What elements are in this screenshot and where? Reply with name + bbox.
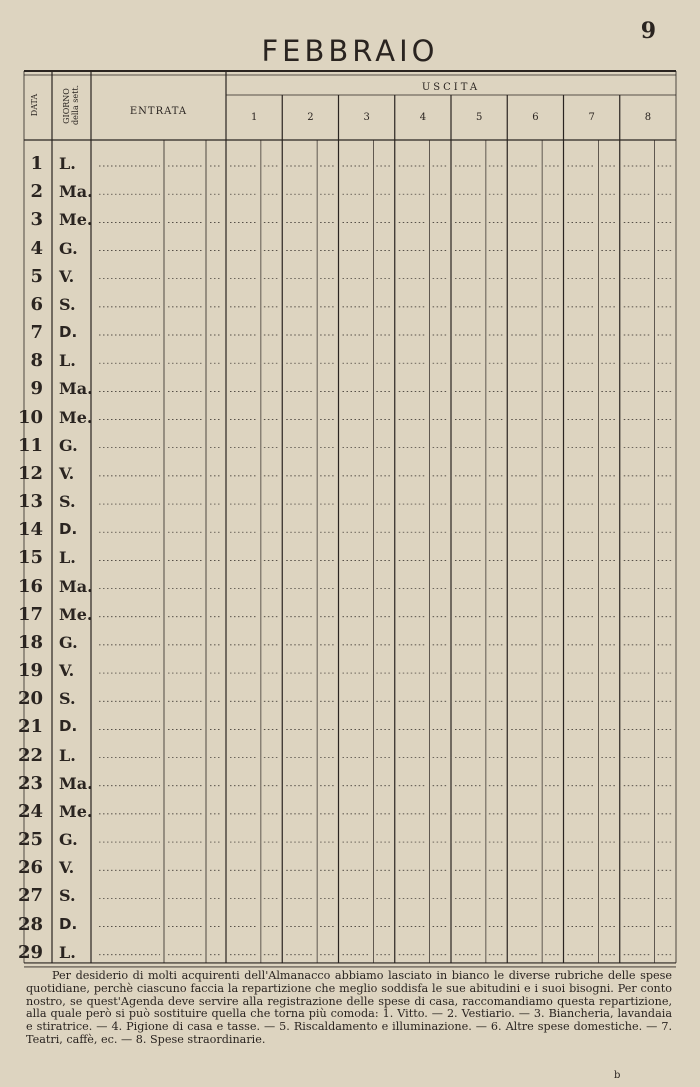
header-data: DATA (30, 93, 39, 117)
row-weekday: D. (59, 323, 78, 342)
row-date: 22 (18, 744, 44, 766)
uscita-column-header: 5 (475, 112, 483, 123)
row-weekday: G. (59, 632, 78, 652)
row-weekday: D. (59, 717, 78, 736)
row-date: 1 (30, 153, 43, 174)
uscita-column-header: 3 (363, 112, 370, 123)
row-weekday: L. (59, 942, 76, 962)
row-date: 21 (18, 716, 44, 738)
row-date: 6 (30, 293, 43, 315)
uscita-column-header: 4 (419, 112, 427, 123)
header-giorno-line2: della sett. (71, 84, 80, 125)
row-date: 15 (18, 547, 44, 569)
uscita-column-header: 7 (588, 112, 595, 123)
uscita-column-header: 8 (644, 112, 652, 123)
row-date: 2 (30, 181, 43, 203)
row-date: 23 (18, 772, 44, 794)
row-weekday: S. (59, 886, 76, 906)
row-weekday: Me. (59, 604, 93, 624)
row-weekday: L. (59, 548, 76, 568)
row-date: 20 (18, 688, 44, 710)
row-weekday: D. (59, 914, 78, 933)
row-weekday: V. (59, 858, 75, 878)
row-weekday: G. (59, 435, 78, 455)
row-weekday: L. (59, 351, 76, 371)
row-date: 19 (18, 660, 44, 682)
row-weekday: Ma. (59, 182, 93, 202)
row-weekday: V. (59, 661, 75, 681)
row-date: 4 (30, 237, 43, 259)
row-date: 9 (30, 378, 43, 400)
row-weekday: Me. (59, 407, 93, 427)
month-title: FEBBRAIO (261, 34, 439, 68)
signature-mark: b (614, 1070, 621, 1081)
row-weekday: Me. (59, 210, 93, 230)
row-weekday: S. (59, 294, 76, 314)
row-date: 26 (18, 857, 44, 879)
row-date: 13 (18, 491, 44, 513)
uscita-column-header: 6 (532, 112, 539, 123)
page-number: 9 (640, 18, 656, 44)
row-weekday: G. (59, 238, 78, 258)
row-date: 25 (18, 829, 44, 851)
row-date: 17 (18, 603, 44, 625)
row-weekday: L. (59, 745, 76, 765)
row-date: 3 (30, 209, 43, 231)
row-date: 16 (18, 575, 44, 597)
row-date: 12 (18, 462, 44, 484)
uscita-column-header: 2 (307, 112, 314, 123)
row-weekday: Ma. (59, 773, 93, 793)
header-giorno-line1: GIORNO (62, 88, 71, 124)
row-date: 7 (30, 322, 43, 344)
row-date: 5 (30, 265, 43, 287)
row-date: 29 (18, 941, 44, 963)
row-weekday: G. (59, 830, 78, 850)
row-weekday: D. (59, 520, 78, 539)
row-weekday: S. (59, 492, 76, 512)
header-uscita: USCITA (421, 82, 481, 93)
header-giorno (62, 84, 82, 125)
row-date: 10 (18, 406, 44, 428)
row-weekday: V. (59, 266, 75, 286)
row-weekday: Ma. (59, 576, 93, 596)
header-entrata: ENTRATA (129, 106, 188, 117)
row-weekday: Me. (59, 801, 93, 821)
row-weekday: Ma. (59, 379, 93, 399)
explanatory-note: Per desiderio di molti acquirenti dell'Almanacco abbiamo lasciato in bianco le diverse rubriche delle spese quotidiane, perchè ciascuno faccia la repartizione che meglio soddisfa le sue abitudini e i suoi bisogni. Per conto nostro, se quest'Agenda deve servire alla registrazione delle spese di casa, raccomandiamo questa repartizione, alla quale però si può sostituire quella che torna più comoda: 1. Vitto. — 2. Vestiario. — 3. Biancheria, lavandaia e stiratrice. — 4. Pigione di casa e tasse. — 5. Riscaldamento e illuminazione. — 6. Altre spese domestiche. — 7. Teatri, caffè, ec. — 8. Spese straordinarie. (26, 969, 672, 1046)
row-date: 18 (18, 631, 44, 653)
row-weekday: L. (59, 154, 76, 173)
row-weekday: V. (59, 463, 75, 483)
row-date: 14 (18, 519, 44, 541)
row-date: 11 (18, 434, 44, 456)
row-date: 24 (18, 800, 44, 822)
row-date: 28 (18, 913, 44, 935)
row-date: 8 (30, 350, 43, 372)
row-date: 27 (18, 885, 44, 907)
row-weekday: S. (59, 689, 76, 709)
uscita-column-header: 1 (250, 112, 258, 123)
